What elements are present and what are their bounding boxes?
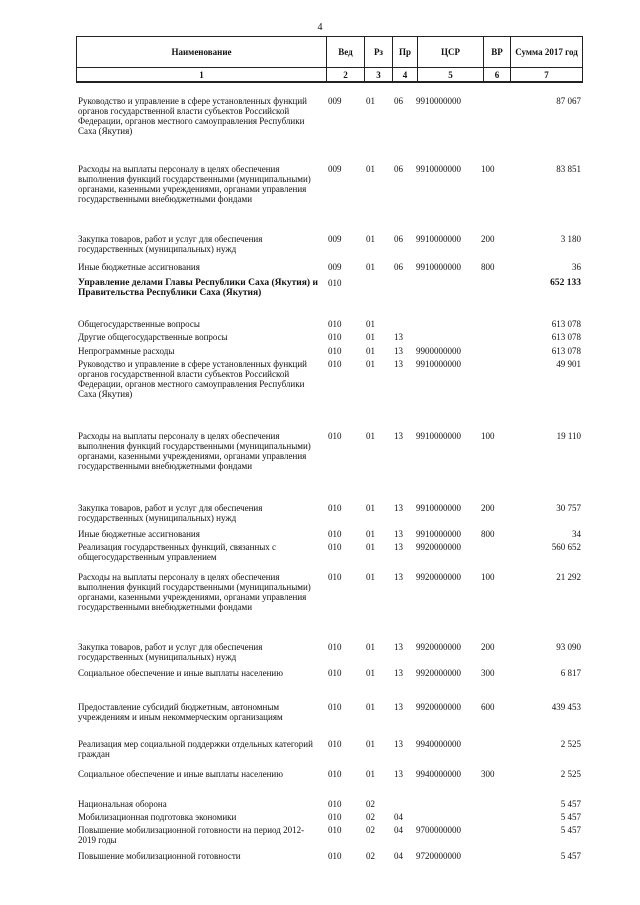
- cell-name: Реализация мер социальной поддержки отдельных категорий граждан: [78, 739, 313, 759]
- cell-csr: 9910000000: [416, 234, 461, 244]
- cell-rz: 02: [366, 851, 375, 861]
- cell-sum: 652 133: [550, 278, 581, 288]
- cell-sum: 6 817: [560, 668, 581, 678]
- cell-ved: 010: [328, 359, 342, 369]
- table-header: [76, 36, 583, 83]
- cell-csr: 9910000000: [416, 503, 461, 513]
- cell-ved: 010: [328, 572, 342, 582]
- cell-name: Реализация государственных функций, связанных с общегосударственным управлением: [78, 542, 277, 562]
- cell-ved: 009: [328, 164, 342, 174]
- cell-name: Закупка товаров, работ и услуг для обеспечения государственных (муниципальных) нужд: [78, 234, 263, 254]
- cell-csr: 9940000000: [416, 739, 461, 749]
- cell-rz: 02: [366, 799, 375, 809]
- cell-vr: 800: [481, 529, 495, 539]
- cell-vr: 100: [481, 431, 495, 441]
- cell-ved: 010: [328, 812, 342, 822]
- cell-ved: 010: [328, 529, 342, 539]
- cell-rz: 01: [366, 529, 375, 539]
- cell-vr: 100: [481, 572, 495, 582]
- col-number: 4: [393, 68, 418, 83]
- cell-sum: 21 292: [556, 572, 581, 582]
- cell-rz: 01: [366, 642, 375, 652]
- cell-name: Мобилизационная подготовка экономики: [78, 812, 237, 822]
- cell-sum: 560 652: [551, 542, 581, 552]
- cell-ved: 010: [328, 346, 342, 356]
- cell-vr: 800: [481, 262, 495, 272]
- cell-ved: 010: [328, 702, 342, 712]
- col-header-name: Наименование: [77, 37, 327, 68]
- cell-ved: 010: [328, 769, 342, 779]
- cell-csr: 9910000000: [416, 164, 461, 174]
- cell-pr: 06: [394, 234, 403, 244]
- cell-sum: 613 078: [551, 319, 581, 329]
- cell-sum: 3 180: [560, 234, 581, 244]
- cell-rz: 01: [366, 262, 375, 272]
- cell-pr: 13: [394, 529, 403, 539]
- cell-csr: 9700000000: [416, 825, 461, 835]
- cell-name: Закупка товаров, работ и услуг для обеспечения государственных (муниципальных) нужд: [78, 503, 263, 523]
- cell-pr: 13: [394, 739, 403, 749]
- cell-ved: 010: [328, 851, 342, 861]
- cell-name: Иные бюджетные ассигнования: [78, 262, 200, 272]
- cell-vr: 200: [481, 503, 495, 513]
- cell-pr: 13: [394, 346, 403, 356]
- cell-name: Расходы на выплаты персоналу в целях обеспечения выполнения функций государственными (муниципальными) органами, казенными учреждениями, органами управления государственными внебюджетными фондами: [78, 431, 311, 471]
- cell-rz: 01: [366, 359, 375, 369]
- cell-pr: 06: [394, 96, 403, 106]
- cell-csr: 9920000000: [416, 542, 461, 552]
- cell-ved: 010: [328, 278, 342, 288]
- cell-ved: 010: [328, 642, 342, 652]
- cell-sum: 5 457: [560, 825, 581, 835]
- cell-pr: 13: [394, 542, 403, 552]
- cell-pr: 04: [394, 825, 403, 835]
- cell-vr: 300: [481, 769, 495, 779]
- col-number: 1: [77, 68, 327, 83]
- cell-name: Закупка товаров, работ и услуг для обеспечения государственных (муниципальных) нужд: [78, 642, 263, 662]
- cell-ved: 010: [328, 799, 342, 809]
- cell-rz: 01: [366, 431, 375, 441]
- cell-name: Национальная оборона: [78, 799, 167, 809]
- col-header-ved: Вед: [327, 37, 365, 68]
- cell-name: Руководство и управление в сфере установленных функций органов государственной власти субъектов Российской Федерации, органов местного самоуправления Республики Саха (Якутия): [78, 359, 307, 399]
- cell-pr: 13: [394, 642, 403, 652]
- cell-pr: 06: [394, 164, 403, 174]
- header-row: [77, 37, 583, 68]
- cell-pr: 13: [394, 769, 403, 779]
- cell-csr: 9940000000: [416, 769, 461, 779]
- cell-pr: 04: [394, 812, 403, 822]
- cell-rz: 01: [366, 739, 375, 749]
- cell-vr: 200: [481, 234, 495, 244]
- cell-ved: 010: [328, 825, 342, 835]
- cell-ved: 010: [328, 739, 342, 749]
- cell-ved: 010: [328, 319, 342, 329]
- cell-sum: 36: [572, 262, 581, 272]
- cell-csr: 9910000000: [416, 96, 461, 106]
- cell-sum: 2 525: [560, 739, 581, 749]
- col-header-rz: Рз: [365, 37, 393, 68]
- cell-csr: 9910000000: [416, 262, 461, 272]
- cell-csr: 9720000000: [416, 851, 461, 861]
- cell-ved: 010: [328, 431, 342, 441]
- col-header-csr: ЦСР: [418, 37, 484, 68]
- cell-name: Социальное обеспечение и иные выплаты населению: [78, 668, 283, 678]
- cell-name: Повышение мобилизационной готовности: [78, 851, 241, 861]
- cell-name: Иные бюджетные ассигнования: [78, 529, 200, 539]
- cell-pr: 06: [394, 262, 403, 272]
- cell-sum: 613 078: [551, 332, 581, 342]
- cell-csr: 9920000000: [416, 702, 461, 712]
- cell-ved: 009: [328, 96, 342, 106]
- cell-csr: 9910000000: [416, 431, 461, 441]
- cell-rz: 01: [366, 503, 375, 513]
- cell-name: Социальное обеспечение и иные выплаты населению: [78, 769, 283, 779]
- col-header-vr: ВР: [484, 37, 511, 68]
- cell-name: Повышение мобилизационной готовности на период 2012-2019 годы: [78, 825, 305, 845]
- cell-rz: 01: [366, 332, 375, 342]
- cell-sum: 49 901: [556, 359, 581, 369]
- col-header-sum: Сумма 2017 год: [511, 37, 583, 68]
- col-number: 3: [365, 68, 393, 83]
- cell-sum: 439 453: [551, 702, 581, 712]
- cell-pr: 13: [394, 668, 403, 678]
- col-number: 5: [418, 68, 484, 83]
- page-number: 4: [317, 22, 323, 33]
- cell-pr: 13: [394, 359, 403, 369]
- cell-rz: 01: [366, 542, 375, 552]
- cell-sum: 30 757: [556, 503, 581, 513]
- cell-pr: 13: [394, 702, 403, 712]
- cell-name: Непрограммные расходы: [78, 346, 175, 356]
- col-number: 7: [511, 68, 583, 83]
- cell-vr: 600: [481, 702, 495, 712]
- cell-name: Общегосударственные вопросы: [78, 319, 200, 329]
- cell-csr: 9910000000: [416, 529, 461, 539]
- cell-ved: 010: [328, 668, 342, 678]
- cell-sum: 93 090: [556, 642, 581, 652]
- cell-sum: 5 457: [560, 851, 581, 861]
- cell-sum: 2 525: [560, 769, 581, 779]
- cell-vr: 100: [481, 164, 495, 174]
- cell-ved: 010: [328, 503, 342, 513]
- cell-sum: 87 067: [556, 96, 581, 106]
- cell-rz: 01: [366, 769, 375, 779]
- cell-name: Управление делами Главы Республики Саха (Якутия) и Правительства Республики Саха (Якутия): [78, 278, 318, 298]
- cell-rz: 01: [366, 668, 375, 678]
- cell-rz: 02: [366, 812, 375, 822]
- cell-sum: 5 457: [560, 812, 581, 822]
- cell-csr: 9900000000: [416, 346, 461, 356]
- cell-rz: 01: [366, 234, 375, 244]
- column-number-row: [77, 68, 583, 83]
- cell-ved: 010: [328, 542, 342, 552]
- cell-vr: 300: [481, 668, 495, 678]
- cell-pr: 13: [394, 332, 403, 342]
- cell-rz: 01: [366, 346, 375, 356]
- cell-csr: 9920000000: [416, 668, 461, 678]
- cell-rz: 01: [366, 702, 375, 712]
- cell-name: Расходы на выплаты персоналу в целях обеспечения выполнения функций государственными (муниципальными) органами, казенными учреждениями, органами управления государственными внебюджетными фондами: [78, 572, 311, 612]
- cell-csr: 9910000000: [416, 359, 461, 369]
- cell-ved: 009: [328, 262, 342, 272]
- cell-rz: 01: [366, 96, 375, 106]
- cell-sum: 19 110: [556, 431, 581, 441]
- cell-name: Другие общегосударственные вопросы: [78, 332, 228, 342]
- col-number: 2: [327, 68, 365, 83]
- cell-sum: 5 457: [560, 799, 581, 809]
- cell-vr: 200: [481, 642, 495, 652]
- cell-rz: 01: [366, 164, 375, 174]
- cell-csr: 9920000000: [416, 572, 461, 582]
- cell-name: Руководство и управление в сфере установленных функций органов государственной власти субъектов Российской Федерации, органов местного самоуправления Республики Саха (Якутия): [78, 96, 307, 136]
- col-header-pr: Пр: [393, 37, 418, 68]
- cell-pr: 04: [394, 851, 403, 861]
- cell-pr: 13: [394, 572, 403, 582]
- cell-ved: 010: [328, 332, 342, 342]
- cell-sum: 613 078: [551, 346, 581, 356]
- cell-pr: 13: [394, 503, 403, 513]
- col-number: 6: [484, 68, 511, 83]
- cell-name: Предоставление субсидий бюджетным, автономным учреждениям и иным некоммерческим организациям: [78, 702, 283, 722]
- cell-csr: 9920000000: [416, 642, 461, 652]
- cell-rz: 01: [366, 319, 375, 329]
- cell-pr: 13: [394, 431, 403, 441]
- cell-sum: 83 851: [556, 164, 581, 174]
- cell-sum: 34: [572, 529, 581, 539]
- cell-ved: 009: [328, 234, 342, 244]
- cell-rz: 01: [366, 572, 375, 582]
- cell-name: Расходы на выплаты персоналу в целях обеспечения выполнения функций государственными (муниципальными) органами, казенными учреждениями, органами управления государственными внебюджетными фондами: [78, 164, 311, 204]
- cell-rz: 02: [366, 825, 375, 835]
